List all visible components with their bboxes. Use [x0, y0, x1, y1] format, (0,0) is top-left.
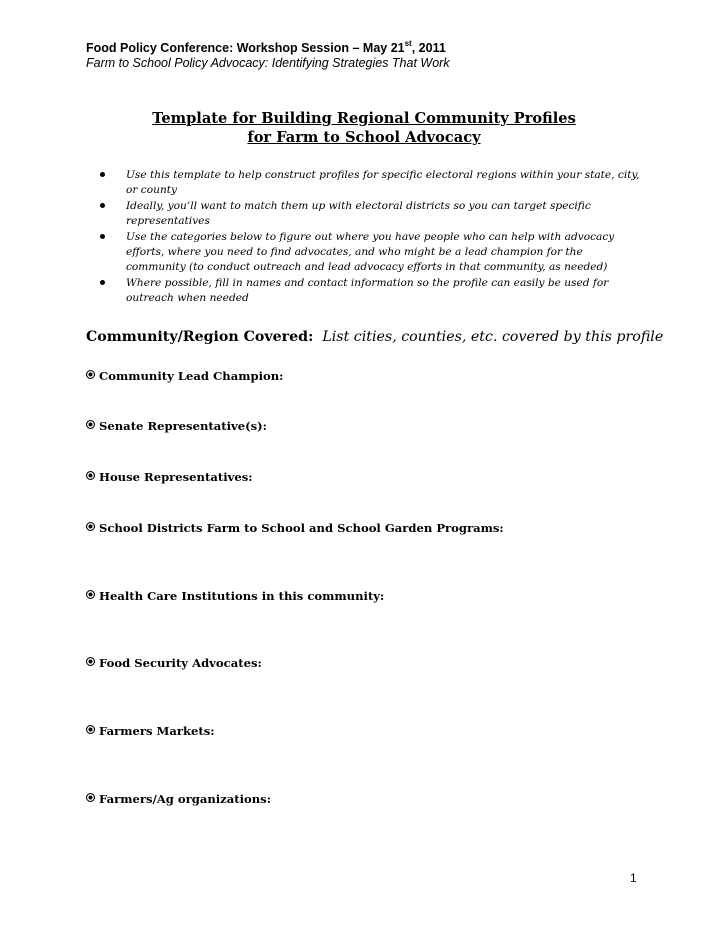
bullet-icon: [86, 590, 95, 599]
field-label: Food Security Advocates:: [99, 656, 262, 670]
field-farmers-ag-organizations: [86, 791, 271, 807]
bullet-icon: [86, 420, 95, 429]
bullet-icon: [86, 793, 95, 802]
field-label: Health Care Institutions in this community:: [99, 589, 385, 603]
instruction-text: Ideally, you’ll want to match them up with electoral districts so you can target specific representatives: [126, 199, 591, 228]
instruction-text: Use this template to help construct profiles for specific electoral regions within your state, city, or county: [126, 169, 640, 197]
instruction-item: [97, 168, 642, 199]
field-label: Senate Representative(s):: [99, 419, 267, 433]
bullet-icon: [100, 172, 105, 177]
header-conference-line: [86, 38, 450, 56]
field-school-districts: [86, 520, 504, 536]
field-health-care-institutions: [86, 588, 384, 604]
bullet-icon: [86, 370, 95, 379]
document-header: [86, 38, 450, 71]
bullet-icon: [86, 725, 95, 734]
bullet-icon: [100, 234, 105, 239]
field-senate-representatives: [86, 418, 267, 434]
header-session-title: Farm to School Policy Advocacy: Identifying Strategies That Work: [86, 56, 450, 70]
header-year-text: , 2011: [411, 41, 446, 55]
field-food-security-advocates: [86, 655, 262, 671]
header-date-superscript: st: [404, 38, 412, 48]
instruction-item: [97, 276, 642, 307]
page-number: 1: [630, 871, 637, 885]
field-label: School Districts Farm to School and School Garden Programs:: [99, 521, 504, 535]
instruction-item: [97, 199, 642, 230]
bullet-icon: [100, 280, 105, 285]
instruction-text: Where possible, fill in names and contact information so the profile can easily be used for outreach when needed: [126, 276, 609, 305]
field-label: Farmers Markets:: [99, 724, 215, 738]
bullet-icon: [100, 203, 105, 208]
community-region-heading: [86, 327, 706, 347]
title-line-1: Template for Building Regional Community Profiles: [152, 110, 576, 127]
instruction-item: [97, 230, 642, 276]
field-farmers-markets: [86, 723, 215, 739]
community-region-label: Community/Region Covered:: [86, 329, 314, 345]
bullet-icon: [86, 471, 95, 480]
document-title: [0, 109, 728, 147]
field-label: Farmers/Ag organizations:: [99, 792, 271, 806]
header-conference-text: Food Policy Conference: Workshop Session – May 21: [86, 41, 405, 55]
field-community-lead-champion: [86, 368, 283, 384]
title-line-2: for Farm to School Advocacy: [247, 129, 481, 146]
field-house-representatives: [86, 469, 253, 485]
instructions-list: [97, 168, 642, 307]
instruction-text: Use the categories below to figure out where you have people who can help with advocacy efforts, where you need to find advocates, and who might be a lead champion for the community (to conduct outreach and lead advocacy efforts in that community, as needed): [126, 230, 615, 274]
community-region-description: List cities, counties, etc. covered by this profile: [322, 329, 664, 345]
field-label: Community Lead Champion:: [99, 369, 284, 383]
bullet-icon: [86, 522, 95, 531]
bullet-icon: [86, 657, 95, 666]
field-label: House Representatives:: [99, 470, 253, 484]
